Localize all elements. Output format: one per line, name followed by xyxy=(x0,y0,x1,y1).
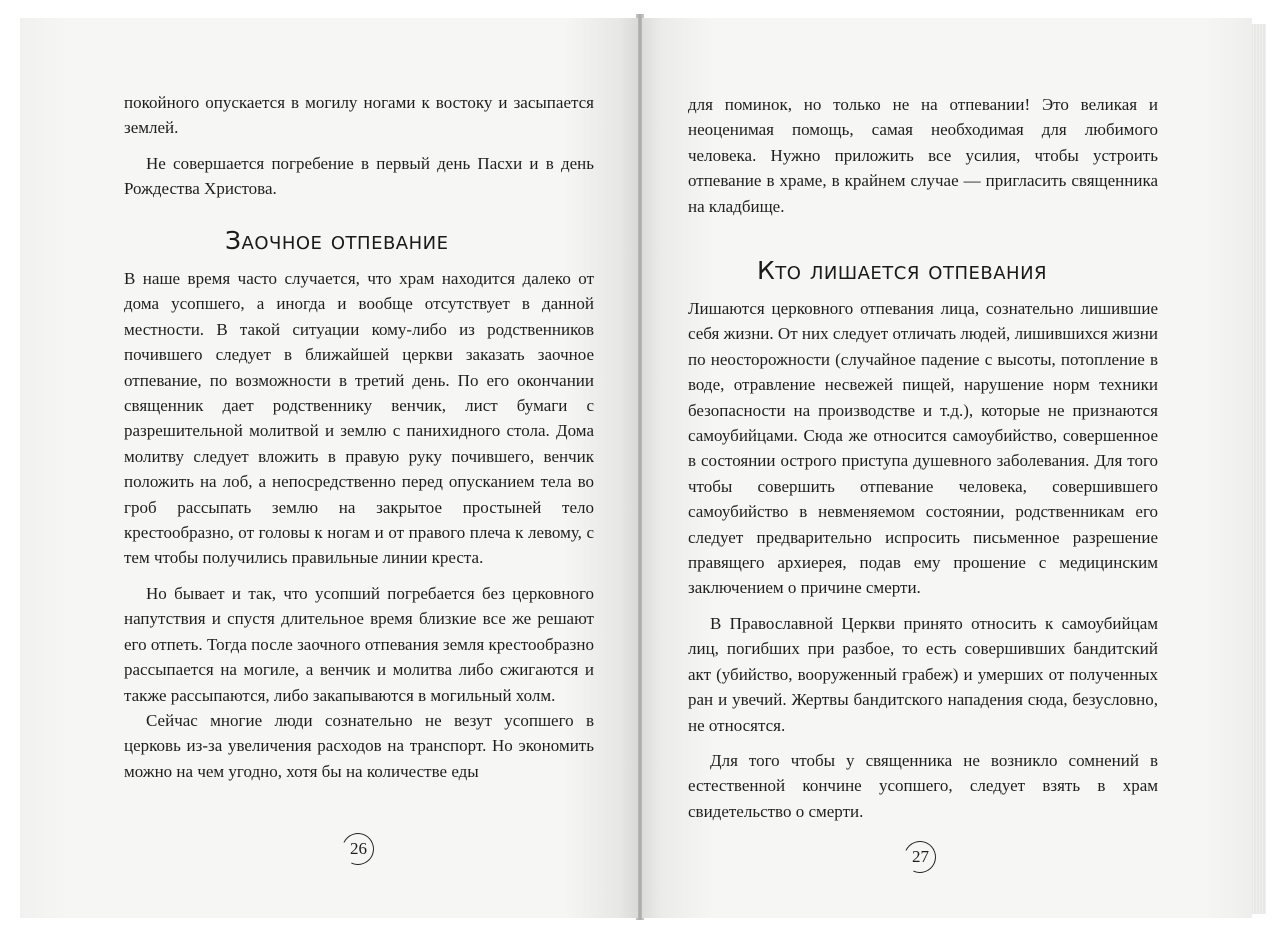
paragraph: покойного опускается в могилу ногами к востоку и засыпается землей. xyxy=(124,93,594,138)
paragraph: В Православной Церкви принято относить к самоубийцам лиц, погибших при разбое, то есть совершивших бандитский акт (убийство, вооруженный грабеж) и умерших от полученных ран и увечий. Жертвы бандитского нападения сюда, безусловно, не относятся. xyxy=(688,613,1158,735)
section-heading: Заочное отпевание xyxy=(225,226,449,255)
right-text-top xyxy=(688,92,1158,219)
page-edges xyxy=(1252,24,1266,914)
paragraph: Для того чтобы у священника не возникло сомнений в естественной кончине усопшего, следует взять в храм свидетельство о смерти. xyxy=(688,750,1158,821)
page-number-text: 26 xyxy=(349,839,367,858)
page-number-text: 27 xyxy=(911,847,929,866)
paragraph: Но бывает и так, что усопший погребается без церковного напутствия и спустя длительное время близкие все же решают его отпеть. Тогда после заочного отпевания земля крестообразно рассыпается на могиле, а венчик и молитва либо сжигаются и также рассыпаются, либо закапываются в могильный холм. xyxy=(124,583,594,705)
left-text-top xyxy=(124,90,594,202)
paragraph: для поминок, но только не на отпевании! Это великая и неоценимая помощь, самая необходимая для любимого человека. Нужно приложить все усилия, чтобы устроить отпевание в храме, в крайнем случае — пригласить священника на кладбище. xyxy=(688,95,1158,216)
section-heading: Кто лишается отпевания xyxy=(757,256,1048,285)
page-number xyxy=(899,836,940,877)
left-page xyxy=(20,18,638,918)
right-text-main xyxy=(688,296,1158,824)
page-number xyxy=(337,828,378,869)
left-text-main xyxy=(124,266,594,784)
right-page xyxy=(642,18,1252,918)
paragraph: Сейчас многие люди сознательно не везут усопшего в церковь из-за увеличения расходов на транспорт. Но экономить можно на чем угодно, хотя бы на количестве еды xyxy=(124,710,594,781)
paragraph: Лишаются церковного отпевания лица, сознательно лишившие себя жизни. От них следует отличать людей, лишившихся жизни по неосторожности (случайное падение с высоты, потопление в воде, отравление несвежей пищей, нарушение норм техники безопасности на производстве и т.д.), которые не признаются самоубийцами. Сюда же относится самоубийство, совершенное в состоянии острого приступа душевного заболевания. Для того чтобы совершить отпевание человека, совершившего самоубийство в невменяемом состоянии, родственникам его следует предварительно испросить письменное разрешение правящего архиерея, подав ему прошение с медицинским заключением о причине смерти. xyxy=(688,299,1158,598)
paragraph: Не совершается погребение в первый день Пасхи и в день Рождества Христова. xyxy=(124,153,594,199)
paragraph: В наше время часто случается, что храм находится далеко от дома усопшего, а иногда и вообще отсутствует в данной местности. В такой ситуации кому-либо из родственников почившего следует в ближайшей церкви заказать заочное отпевание, по возможности в третий день. По его окончании священник дает родственнику венчик, лист бумаги с разрешительной молитвой и землю с панихидного стола. Дома молитву следует вложить в правую руку почившего, венчик положить на лоб, а непосредственно перед опусканием тела во гроб рассыпать землю на закрытое простыней тело крестообразно, от головы к ногам и от правого плеча к левому, с тем чтобы получились правильные линии креста. xyxy=(124,269,594,568)
